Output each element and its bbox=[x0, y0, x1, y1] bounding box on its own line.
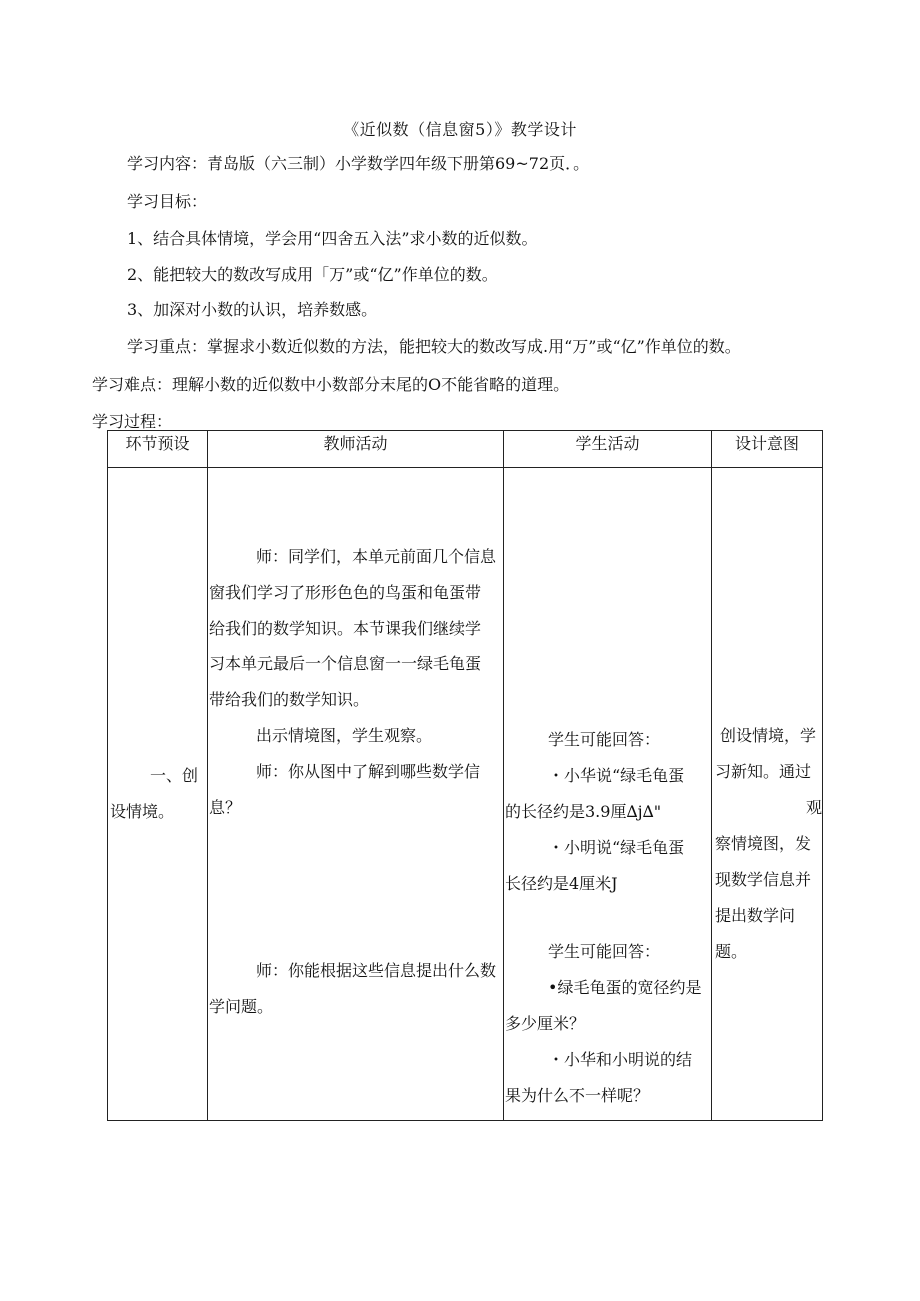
lesson-table bbox=[107, 430, 823, 1121]
teacher-para1-line3: 给我们的数学知识。本节课我们继续学 bbox=[209, 619, 482, 638]
student-answer2-line1: •绿毛龟蛋的宽径约是 bbox=[548, 978, 702, 997]
learning-content: 学习内容：青岛版（六三制）小学数学四年级下册第69~72页．。 bbox=[127, 154, 590, 173]
header-student-activity: 学生活动 bbox=[504, 431, 712, 468]
stage-cell bbox=[108, 468, 208, 1121]
learning-goals-label: 学习目标： bbox=[127, 192, 208, 211]
teacher-activity-cell bbox=[208, 468, 504, 1121]
student-answer2-line3: ・小华和小明说的结 bbox=[548, 1050, 693, 1069]
student-activity-cell bbox=[504, 468, 712, 1121]
teacher-para1-line4: 习本单元最后一个信息窗一一绿毛龟蛋 bbox=[209, 654, 482, 673]
header-stage: 环节预设 bbox=[108, 431, 208, 468]
process-label: 学习过程： bbox=[92, 412, 173, 431]
student-answer2-label: 学生可能回答： bbox=[548, 942, 661, 961]
teacher-para1-line2: 窗我们学习了形形色色的鸟蛋和龟蛋带 bbox=[209, 583, 482, 602]
table-header-row bbox=[108, 431, 823, 468]
intent-line-4: 察情境图，发 bbox=[715, 834, 812, 853]
table-row bbox=[108, 468, 823, 1121]
student-answer1-line4: 长径约是4厘米J bbox=[505, 874, 618, 893]
design-intent-cell bbox=[712, 468, 823, 1121]
goal-item-1: 1、结合具体情境，学会用“四舍五入法”求小数的近似数。 bbox=[127, 229, 538, 248]
goal-item-2: 2、能把较大的数改写成用「万”或“亿”作单位的数。 bbox=[127, 265, 498, 284]
header-design-intent: 设计意图 bbox=[712, 431, 823, 468]
key-points: 学习重点：掌握求小数近似数的方法，能把较大的数改写成.用“万”或“亿”作单位的数。 bbox=[127, 337, 741, 356]
teacher-para4-line2: 学问题。 bbox=[209, 997, 274, 1016]
teacher-para4-line1: 师：你能根据这些信息提出什么数 bbox=[256, 961, 497, 980]
document-title: 《近似数（信息窗5）》教学设计 bbox=[343, 120, 577, 139]
intent-line-1: 创设情境，学 bbox=[720, 726, 817, 745]
intent-line-6: 提出数学问 bbox=[715, 906, 796, 925]
student-answer1-label: 学生可能回答： bbox=[548, 730, 661, 749]
intent-line-2: 习新知。通过 bbox=[715, 762, 812, 781]
stage-line-1: 一、创 bbox=[150, 766, 199, 785]
intent-line-5: 现数学信息并 bbox=[715, 870, 812, 889]
teacher-para1-line5: 带给我们的数学知识。 bbox=[209, 690, 370, 709]
header-teacher-activity: 教师活动 bbox=[208, 431, 504, 468]
student-answer2-line4: 果为什么不一样呢？ bbox=[505, 1086, 650, 1105]
difficulty: 学习难点：理解小数的近似数中小数部分末尾的O不能省略的道理。 bbox=[92, 375, 570, 394]
student-answer1-line1: ・小华说“绿毛龟蛋 bbox=[548, 766, 685, 785]
student-answer1-line2: 的长径约是3.9厘∆j∆" bbox=[505, 802, 662, 821]
student-answer1-line3: ・小明说“绿毛龟蛋 bbox=[548, 838, 685, 857]
teacher-para1-line1: 师：同学们，本单元前面几个信息 bbox=[256, 547, 497, 566]
stage-line-2: 设情境。 bbox=[110, 802, 175, 821]
intent-line-7: 题。 bbox=[715, 942, 748, 961]
intent-line-3: 观 bbox=[806, 798, 823, 817]
goal-item-3: 3、加深对小数的认识，培养数感。 bbox=[127, 300, 378, 319]
teacher-para2: 出示情境图，学生观察。 bbox=[256, 726, 433, 745]
student-answer2-line2: 多少厘米？ bbox=[505, 1014, 586, 1033]
teacher-para3-line1: 师：你从图中了解到哪些数学信 bbox=[256, 762, 481, 781]
teacher-para3-line2: 息？ bbox=[209, 798, 242, 817]
